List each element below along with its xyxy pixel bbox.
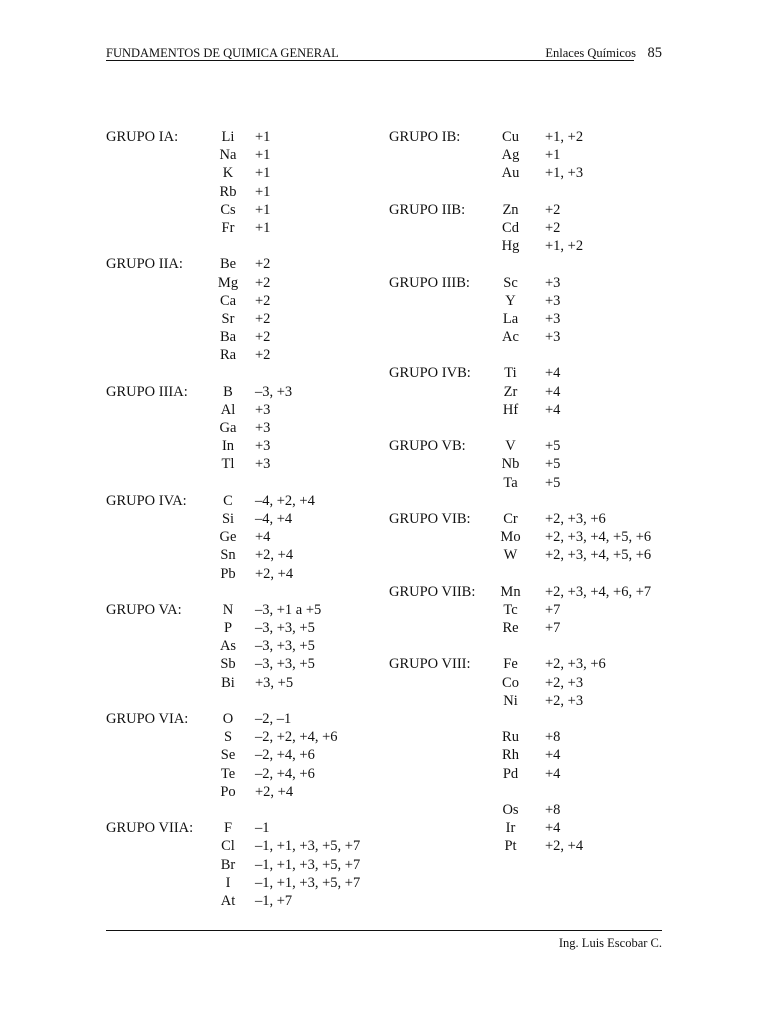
element-symbol: Ac xyxy=(502,329,519,346)
subgroup-spacer xyxy=(481,783,606,801)
element-row xyxy=(481,583,651,601)
oxidation-states: +4 xyxy=(545,401,561,418)
group-name: GRUPO VA: xyxy=(106,601,182,618)
oxidation-states: +2, +3, +6 xyxy=(545,656,606,673)
oxidation-states: –3, +3 xyxy=(255,383,293,400)
oxidation-states: +3 xyxy=(255,456,271,473)
element-symbol: Ca xyxy=(219,292,237,309)
element-row xyxy=(206,346,270,364)
element-list xyxy=(206,710,338,801)
element-list xyxy=(481,583,651,638)
oxidation-states: –1, +1, +3, +5, +7 xyxy=(255,856,361,873)
element-symbol: Ni xyxy=(503,692,518,709)
oxidation-states: +1 xyxy=(255,219,271,236)
page-number: 85 xyxy=(647,45,662,61)
element-symbol: Be xyxy=(219,256,237,273)
element-symbol: In xyxy=(221,438,235,455)
oxidation-states: +4 xyxy=(545,747,561,764)
element-list xyxy=(481,274,560,347)
element-symbol: S xyxy=(223,729,233,746)
element-row xyxy=(481,692,606,710)
element-symbol: Br xyxy=(220,856,236,873)
oxidation-states: +2 xyxy=(255,292,271,309)
element-group xyxy=(389,510,664,565)
oxidation-states: +4 xyxy=(545,820,561,837)
oxidation-states: –3, +1 a +5 xyxy=(255,601,322,618)
element-row xyxy=(206,164,270,182)
oxidation-states: +2 xyxy=(255,329,271,346)
element-row xyxy=(481,292,560,310)
element-symbol: Li xyxy=(221,129,235,145)
element-symbol: Mo xyxy=(500,529,521,546)
element-row xyxy=(481,328,560,346)
oxidation-states: +2, +3, +4, +5, +6 xyxy=(545,529,652,546)
element-symbol: Te xyxy=(220,765,236,782)
element-row xyxy=(206,528,315,546)
oxidation-states: +5 xyxy=(545,438,561,455)
element-row xyxy=(206,201,270,219)
oxidation-states: +3, +5 xyxy=(255,674,294,691)
oxidation-states: +3 xyxy=(545,329,561,346)
element-symbol: Ir xyxy=(505,820,516,837)
oxidation-states: +2 xyxy=(545,201,561,218)
element-list xyxy=(206,492,315,583)
element-group xyxy=(389,583,664,638)
section-title: Enlaces Químicos xyxy=(545,46,636,60)
element-row xyxy=(206,819,360,837)
element-symbol: Cu xyxy=(502,129,519,145)
element-symbol: Zn xyxy=(502,201,519,218)
element-row xyxy=(481,474,560,492)
oxidation-states: +1 xyxy=(545,147,561,164)
oxidation-states: –2, +2, +4, +6 xyxy=(255,729,338,746)
element-symbol: Se xyxy=(220,747,236,764)
element-symbol: Sb xyxy=(220,656,236,673)
element-symbol: Cs xyxy=(220,201,236,218)
element-symbol: Co xyxy=(502,674,519,691)
oxidation-states: +2, +4 xyxy=(255,783,294,800)
element-symbol: Ag xyxy=(501,147,520,164)
page-header xyxy=(106,44,662,64)
element-group xyxy=(389,274,664,347)
element-row xyxy=(206,255,270,273)
element-row xyxy=(206,146,270,164)
footer-rule xyxy=(106,930,662,931)
oxidation-states: +3 xyxy=(255,420,271,436)
oxidation-states: +1, +2 xyxy=(545,129,584,145)
group-name: GRUPO VIIB: xyxy=(389,583,476,600)
oxidation-states: +1 xyxy=(255,147,271,164)
element-symbol: Bi xyxy=(221,674,235,691)
element-row xyxy=(206,274,270,292)
oxidation-states: +2, +4 xyxy=(545,838,584,855)
element-list xyxy=(206,601,321,692)
left-column xyxy=(106,128,381,928)
group-name: GRUPO IVB: xyxy=(389,365,471,382)
oxidation-states: +1 xyxy=(255,183,271,200)
element-group xyxy=(106,255,381,364)
element-row xyxy=(206,601,321,619)
book-title: FUNDAMENTOS DE QUIMICA GENERAL xyxy=(106,46,339,60)
element-row xyxy=(481,546,651,564)
element-list xyxy=(206,255,270,364)
element-row xyxy=(206,728,338,746)
element-symbol: Si xyxy=(221,510,235,527)
element-row xyxy=(481,728,606,746)
element-symbol: At xyxy=(220,892,236,909)
group-name: GRUPO VIIA: xyxy=(106,820,194,837)
element-row xyxy=(206,437,292,455)
oxidation-states: +3 xyxy=(545,274,561,291)
element-symbol: B xyxy=(223,383,233,400)
element-row xyxy=(206,419,292,437)
header-rule xyxy=(106,60,634,61)
subgroup-spacer xyxy=(481,710,606,728)
oxidation-states: –2, –1 xyxy=(255,711,292,727)
element-symbol: O xyxy=(222,711,234,727)
oxidation-states: +5 xyxy=(545,456,561,473)
element-symbol: V xyxy=(505,438,516,455)
element-row xyxy=(206,674,321,692)
element-row xyxy=(206,565,315,583)
oxidation-states: +1 xyxy=(255,201,271,218)
element-row xyxy=(481,401,560,419)
element-row xyxy=(206,455,292,473)
element-row xyxy=(481,601,651,619)
element-symbol: Re xyxy=(502,620,519,637)
element-row xyxy=(481,437,560,455)
element-row xyxy=(206,874,360,892)
element-symbol: Ta xyxy=(503,474,518,491)
element-symbol: Pd xyxy=(502,765,519,782)
element-row xyxy=(206,492,315,510)
oxidation-states: +5 xyxy=(545,474,561,491)
element-group xyxy=(389,364,664,419)
element-list xyxy=(481,510,651,565)
element-row xyxy=(481,746,606,764)
element-row xyxy=(206,892,360,910)
element-symbol: Pt xyxy=(504,838,517,855)
group-name: GRUPO IB: xyxy=(389,129,461,145)
element-group xyxy=(389,437,664,492)
element-symbol: La xyxy=(502,310,519,327)
group-name: GRUPO VIA: xyxy=(106,711,189,727)
oxidation-states: +3 xyxy=(545,292,561,309)
group-name: GRUPO IA: xyxy=(106,129,179,145)
oxidation-states: –1, +1, +3, +5, +7 xyxy=(255,874,361,891)
element-list xyxy=(481,364,560,419)
element-row xyxy=(481,219,583,237)
element-group xyxy=(106,710,381,801)
element-row xyxy=(481,164,583,182)
oxidation-states: –2, +4, +6 xyxy=(255,747,315,764)
element-symbol: Cd xyxy=(502,219,519,236)
element-list xyxy=(481,655,606,855)
element-row xyxy=(206,310,270,328)
element-row xyxy=(206,783,338,801)
element-symbol: Ru xyxy=(502,729,519,746)
oxidation-states: +7 xyxy=(545,620,561,637)
element-symbol: Sc xyxy=(503,274,518,291)
element-symbol: K xyxy=(222,165,234,182)
oxidation-states: +2 xyxy=(255,256,271,273)
element-symbol: Au xyxy=(501,165,520,182)
element-row xyxy=(206,637,321,655)
element-group xyxy=(389,201,664,256)
group-name: GRUPO IIIA: xyxy=(106,383,188,400)
element-symbol: Fe xyxy=(503,656,518,673)
element-row xyxy=(481,765,606,783)
element-group xyxy=(106,492,381,583)
element-row xyxy=(206,765,338,783)
oxidation-states: –4, +2, +4 xyxy=(255,492,315,509)
element-list xyxy=(481,201,583,256)
element-symbol: Os xyxy=(502,801,519,818)
element-row xyxy=(481,510,651,528)
element-symbol: Sn xyxy=(220,547,236,564)
element-symbol: Mn xyxy=(500,583,521,600)
element-group xyxy=(106,128,381,237)
element-row xyxy=(206,655,321,673)
element-symbol: Cr xyxy=(503,510,518,527)
element-symbol: Po xyxy=(220,783,236,800)
element-row xyxy=(481,819,606,837)
element-symbol: Rh xyxy=(502,747,519,764)
element-symbol: Cl xyxy=(221,838,235,855)
oxidation-states: –1, +7 xyxy=(255,892,293,909)
element-symbol: Ga xyxy=(219,420,237,436)
element-list xyxy=(481,128,583,183)
oxidation-states: +2, +3, +4, +6, +7 xyxy=(545,583,652,600)
group-name: GRUPO IIIB: xyxy=(389,274,470,291)
element-row xyxy=(206,746,338,764)
oxidation-states: –2, +4, +6 xyxy=(255,765,315,782)
oxidation-states: –3, +3, +5 xyxy=(255,620,315,637)
element-symbol: Sr xyxy=(221,310,235,327)
oxidation-states: +2 xyxy=(255,274,271,291)
element-symbol: W xyxy=(503,547,518,564)
group-name: GRUPO VB: xyxy=(389,438,466,455)
element-symbol: Rb xyxy=(219,183,237,200)
element-list xyxy=(206,819,360,910)
oxidation-states: +7 xyxy=(545,601,561,618)
oxidation-states: +1 xyxy=(255,165,271,182)
group-name: GRUPO VIII: xyxy=(389,656,471,673)
element-row xyxy=(206,292,270,310)
oxidation-states: +4 xyxy=(545,765,561,782)
oxidation-states: –1 xyxy=(255,820,270,837)
element-symbol: Ba xyxy=(219,329,237,346)
element-row xyxy=(206,128,270,146)
element-row xyxy=(481,455,560,473)
element-row xyxy=(481,674,606,692)
oxidation-states: +4 xyxy=(255,529,271,546)
oxidation-states: +8 xyxy=(545,729,561,746)
element-group xyxy=(106,383,381,474)
element-row xyxy=(206,856,360,874)
element-symbol: Hg xyxy=(501,238,520,255)
element-row xyxy=(481,619,651,637)
group-name: GRUPO IIB: xyxy=(389,201,466,218)
footer-author: Ing. Luis Escobar C. xyxy=(558,936,662,950)
element-symbol: Mg xyxy=(217,274,239,291)
element-symbol: Tc xyxy=(503,601,518,618)
oxidation-states: –1, +1, +3, +5, +7 xyxy=(255,838,361,855)
element-row xyxy=(481,237,583,255)
page-footer xyxy=(106,930,662,950)
element-row xyxy=(206,837,360,855)
oxidation-states: –4, +4 xyxy=(255,510,293,527)
group-name: GRUPO VIB: xyxy=(389,510,471,527)
element-list xyxy=(206,383,292,474)
element-symbol: As xyxy=(219,638,237,655)
element-symbol: C xyxy=(223,492,233,509)
element-row xyxy=(206,510,315,528)
element-group xyxy=(106,819,381,910)
right-column xyxy=(389,128,664,874)
element-symbol: Hf xyxy=(502,401,519,418)
element-symbol: Ti xyxy=(504,365,517,382)
element-symbol: Ra xyxy=(219,347,237,364)
oxidation-states: +1, +3 xyxy=(545,165,584,182)
oxidation-states: +3 xyxy=(545,310,561,327)
element-row xyxy=(206,619,321,637)
oxidation-states: +2 xyxy=(545,219,561,236)
oxidation-states: +3 xyxy=(255,401,271,418)
element-list xyxy=(206,128,270,237)
element-row xyxy=(206,383,292,401)
element-row xyxy=(481,655,606,673)
element-symbol: Pb xyxy=(220,565,236,582)
element-symbol: Nb xyxy=(501,456,520,473)
oxidation-states: +3 xyxy=(255,438,271,455)
oxidation-states: +1 xyxy=(255,129,271,145)
oxidation-states: +2, +3, +4, +5, +6 xyxy=(545,547,652,564)
element-row xyxy=(481,310,560,328)
oxidation-states: +2, +3, +6 xyxy=(545,510,606,527)
oxidation-states: +2, +3 xyxy=(545,692,584,709)
element-symbol: Y xyxy=(505,292,516,309)
oxidation-states: +4 xyxy=(545,383,561,400)
element-group xyxy=(389,128,664,183)
element-group xyxy=(106,601,381,692)
element-list xyxy=(481,437,560,492)
element-row xyxy=(481,528,651,546)
group-name: GRUPO IVA: xyxy=(106,492,187,509)
oxidation-states: +8 xyxy=(545,801,561,818)
element-row xyxy=(481,383,560,401)
element-group xyxy=(389,655,664,855)
element-symbol: Tl xyxy=(221,456,235,473)
oxidation-states: +4 xyxy=(545,365,561,382)
element-row xyxy=(206,546,315,564)
element-symbol: Al xyxy=(220,401,236,418)
group-name: GRUPO IIA: xyxy=(106,256,183,273)
element-row xyxy=(481,274,560,292)
oxidation-states: –3, +3, +5 xyxy=(255,656,315,673)
element-symbol: P xyxy=(223,620,233,637)
oxidation-states: +2 xyxy=(255,347,271,364)
element-symbol: N xyxy=(222,601,234,618)
element-row xyxy=(206,219,270,237)
element-row xyxy=(206,328,270,346)
oxidation-states: +2 xyxy=(255,310,271,327)
element-symbol: F xyxy=(223,820,233,837)
element-symbol: Fr xyxy=(221,219,235,236)
element-row xyxy=(206,710,338,728)
oxidation-states: –3, +3, +5 xyxy=(255,638,315,655)
oxidation-states: +2, +4 xyxy=(255,565,294,582)
element-row xyxy=(481,146,583,164)
element-symbol: I xyxy=(225,874,231,891)
element-symbol: Ge xyxy=(219,529,237,546)
oxidation-states: +1, +2 xyxy=(545,238,584,255)
element-symbol: Na xyxy=(219,147,237,164)
element-row xyxy=(481,801,606,819)
element-row xyxy=(481,837,606,855)
oxidation-states: +2, +4 xyxy=(255,547,294,564)
element-row xyxy=(206,183,270,201)
element-row xyxy=(206,401,292,419)
oxidation-states: +2, +3 xyxy=(545,674,584,691)
element-symbol: Zr xyxy=(503,383,518,400)
element-row xyxy=(481,364,560,382)
element-row xyxy=(481,128,583,146)
element-row xyxy=(481,201,583,219)
